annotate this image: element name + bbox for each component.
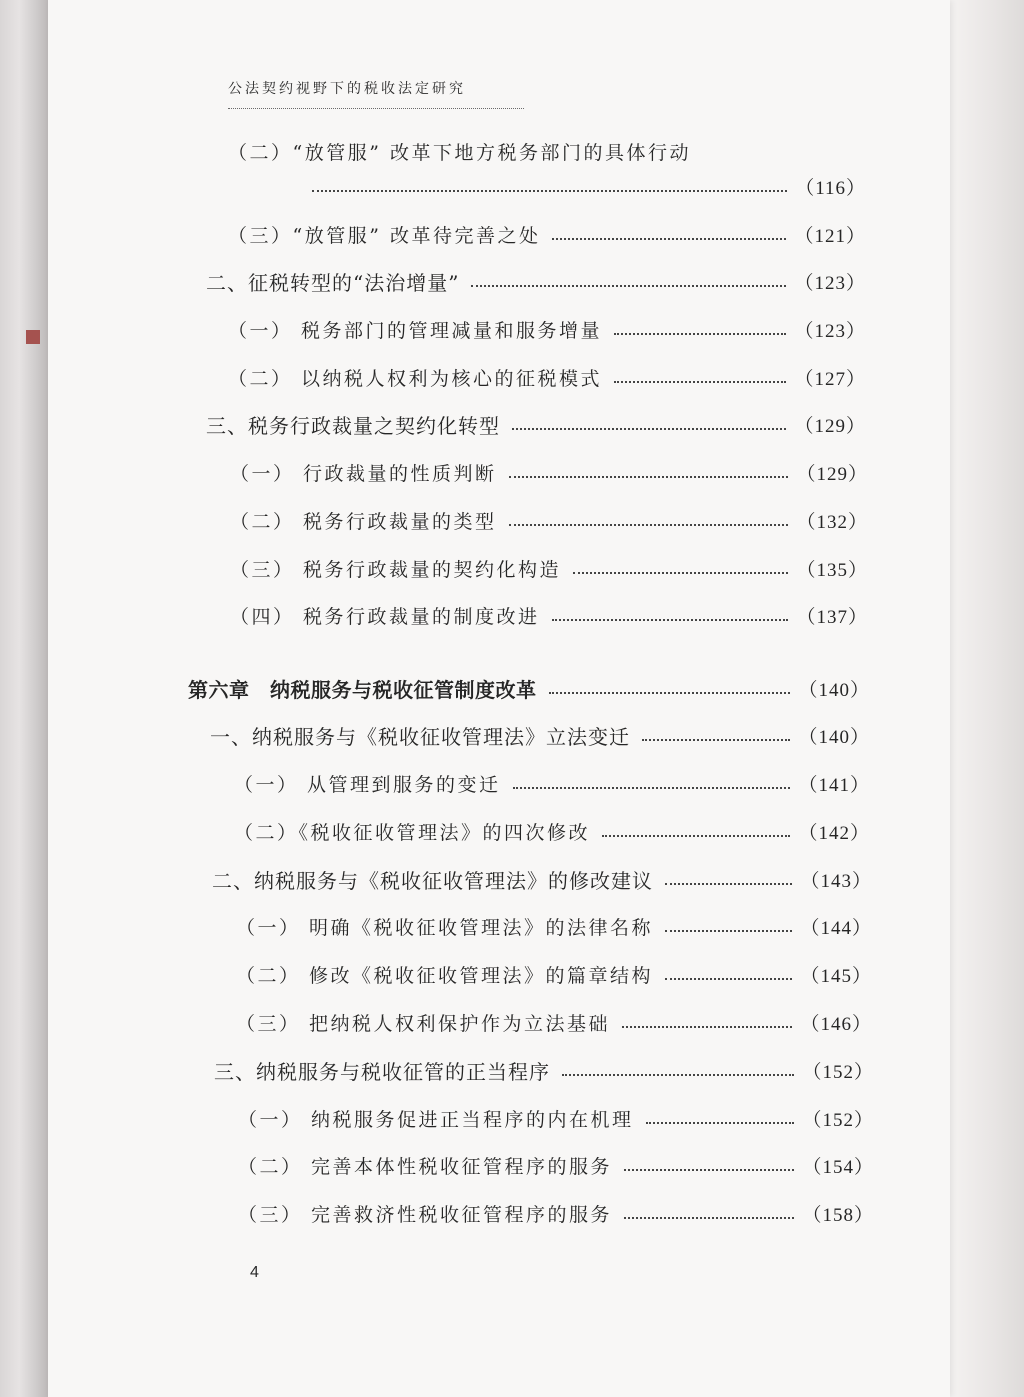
toc-entry [236,911,872,941]
toc-entry-title: （三）“放管服” 改革待完善之处 [228,224,541,247]
dot-leader [562,1074,794,1076]
toc-entry-page: （116） [795,177,866,199]
toc-entry-title: （二） 以纳税人权利为核心的征税模式 [228,367,603,390]
dot-leader [471,285,786,287]
dot-leader [573,572,788,574]
dot-leader [624,1217,794,1219]
toc-entry-page: （141） [798,774,870,796]
toc-entry-title: 二、纳税服务与《税收征收管理法》的修改建议 [212,868,653,893]
toc-entry-title: （二） 修改《税收征收管理法》的篇章结构 [236,964,654,987]
dot-leader [512,428,786,430]
toc-entry-page: （123） [794,272,866,294]
toc-entry-page: （146） [800,1013,872,1035]
toc-entry [234,768,870,798]
toc-entry-page: （152） [802,1109,874,1131]
toc-entry-title: （三） 税务行政裁量的契约化构造 [230,558,562,581]
dot-leader [513,787,791,789]
toc-entry [230,600,868,630]
toc-entry-page: （145） [800,965,872,987]
toc-entry [236,959,872,989]
toc-entry-page: （127） [794,368,866,390]
toc-entry-title: （一） 明确《税收征收管理法》的法律名称 [236,916,654,939]
dot-leader [614,333,786,335]
toc-entry [228,219,866,249]
toc-entry-title: （二） 完善本体性税收征管程序的服务 [238,1155,613,1178]
toc-entry-title: （一） 从管理到服务的变迁 [234,773,501,796]
dot-leader [552,238,786,240]
toc-entry-page: （129） [794,415,866,437]
dot-leader [624,1169,794,1171]
toc-entry-page: （121） [794,225,866,247]
running-head-rule [228,108,524,109]
toc-entry-title: （三） 完善救济性税收征管程序的服务 [238,1203,613,1226]
toc-entry-title: 三、税务行政裁量之契约化转型 [206,413,500,438]
page-edge-shadow [950,0,1024,1397]
toc-entry [236,1007,872,1037]
toc-entry-page: （140） [798,679,870,701]
toc-entry-title: 三、纳税服务与税收征管的正当程序 [214,1059,550,1084]
running-head: 公法契约视野下的税收法定研究 [228,81,466,97]
toc-entry-title: （三） 把纳税人权利保护作为立法基础 [236,1012,611,1035]
toc-entry-title: （四） 税务行政裁量的制度改进 [230,605,540,628]
toc-entry-page: （137） [796,606,868,628]
toc-entry-page: （152） [802,1061,874,1083]
toc-entry-page: （135） [796,559,868,581]
dot-leader [552,619,789,621]
toc-entry [212,864,872,894]
book-page [48,0,950,1397]
dot-leader [614,381,786,383]
toc-entry [238,1150,874,1180]
dot-leader [549,692,791,694]
toc-entry-title: （一） 税务部门的管理减量和服务增量 [228,319,603,342]
toc-entry [206,409,866,439]
toc-entry [238,1103,874,1133]
toc-entry-page: （140） [798,726,870,748]
dot-leader [642,739,790,741]
toc-entry [230,457,868,487]
toc-entry [230,505,868,535]
toc-entry-title: （二）“放管服” 改革下地方税务部门的具体行动 [228,141,691,164]
toc-entry [230,553,868,583]
dot-leader [665,930,792,932]
dot-leader [509,524,789,526]
toc-entry-title: （二）《税收征收管理法》的四次修改 [234,821,591,844]
toc-entry [228,362,866,392]
dot-leader [646,1122,795,1124]
toc-entry-title: （二） 税务行政裁量的类型 [230,510,497,533]
dot-leader [665,978,792,980]
toc-entry-title: 二、征税转型的“法治增量” [206,270,460,295]
toc-entry-page: （154） [802,1156,874,1178]
toc-entry [234,816,870,846]
toc-entry-page: （144） [800,917,872,939]
toc-entry [228,314,866,344]
facing-page-mark [26,330,40,344]
toc-entry [238,1198,874,1228]
dot-leader [622,1026,792,1028]
toc-entry [210,720,870,750]
dot-leader [312,190,787,192]
toc-entry [214,1055,874,1085]
facing-page-edge [0,0,48,1397]
toc-entry-title: （一） 纳税服务促进正当程序的内在机理 [238,1108,634,1131]
toc-entry [228,136,691,166]
toc-entry-page: （132） [796,511,868,533]
toc-entry [206,266,866,296]
toc-entry-title: （一） 行政裁量的性质判断 [230,462,497,485]
dot-leader [665,883,792,885]
dot-leader [602,835,790,837]
dot-leader [509,476,789,478]
toc-entry-page: （123） [794,320,866,342]
toc-entry-page: （142） [798,822,870,844]
toc-entry-continuation [300,171,866,201]
page-number: 4 [250,1264,259,1281]
toc-entry-page: （129） [796,463,868,485]
toc-entry-title: 一、纳税服务与《税收征收管理法》立法变迁 [210,724,630,749]
toc-entry-title: 第六章 纳税服务与税收征管制度改革 [188,677,537,702]
toc-entry-page: （158） [802,1204,874,1226]
toc-entry-page: （143） [800,870,872,892]
toc-chapter-entry [188,673,870,703]
